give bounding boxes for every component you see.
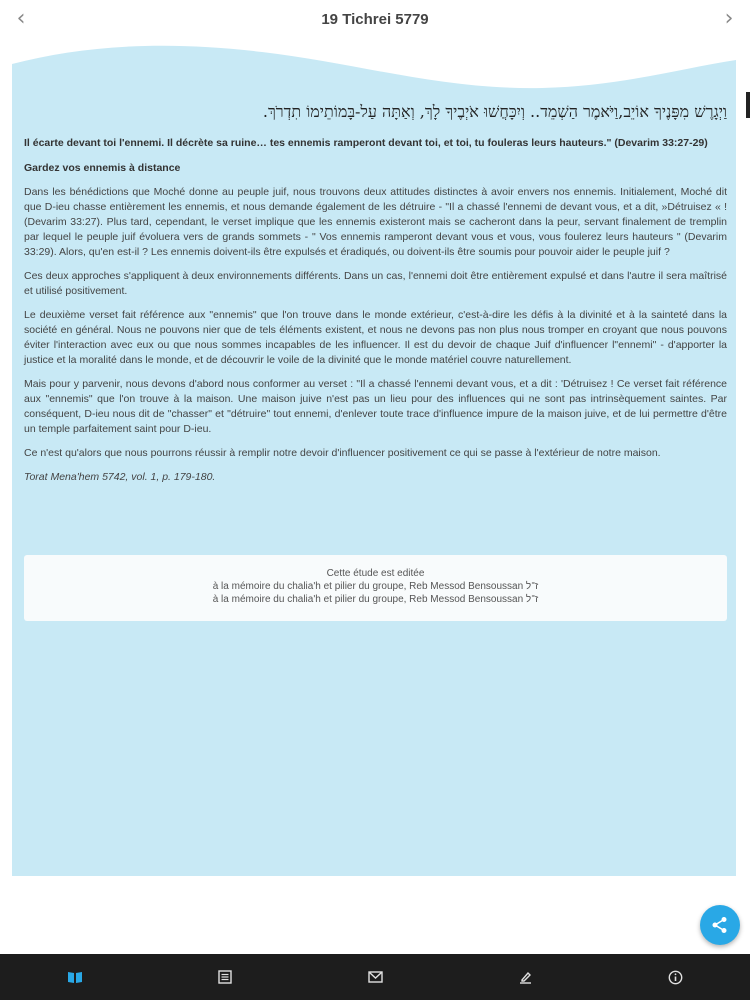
article-paragraph: Dans les bénédictions que Moché donne au peuple juif, nous trouvons deux attitudes distinctes à avoir envers nos ennemis. Initialement, Moché dit que D-ieu chasse entièrement les ennemis, et nous demande également de les détruire - "Il a chassé l'ennemi de devant vous, et a dit, »Détruisez « ! (Devarim 33:27). Plus tard, cependant, le verset implique que les ennemis existeront mais se cacheront dans la peur, servant finalement de tremplin par lequel le peuple juif évoluera vers de grands sommets - " Vos ennemis ramperont devant vous et vous, vous foulerez leurs hauteurs " (Devarim 33:29). Alors, qu'en est-il ? Les ennemis doivent-ils être expulsés et éradiqués, ou doivent-ils être soumis pour pouvoir aider le peuple juif ? bbox=[24, 186, 727, 258]
scroll-edge-indicator bbox=[746, 92, 750, 118]
dedication-box bbox=[24, 555, 727, 621]
dedication-line: à la mémoire du chalia'h et pilier du groupe, Reb Messod Bensoussan ז־ל bbox=[212, 594, 539, 605]
share-button[interactable] bbox=[700, 905, 740, 945]
article-paragraph: Mais pour y parvenir, nous devons d'abord nous conformer au verset : "Il a chassé l'ennemi devant vous, et a dit : 'Détruisez ! Ce verset fait référence aux "ennemis" que l'on trouve à la maison. Une maison juive n'est pas un lieu pour des influences qui ne sont pas intrinsèquement saintes. Par conséquent, D-ieu nous dit de "chasser" et "détruire" tout ennemi, d'enlever toute trace d'influence impure de la maison juive, et de lui permettre d'être un temple parfaitement saint pour D-ieu. bbox=[24, 378, 727, 435]
tab-study[interactable] bbox=[0, 954, 150, 1000]
share-icon bbox=[711, 916, 729, 934]
page-title: 19 Tichrei 5779 bbox=[321, 11, 429, 28]
dedication-line: Cette étude est editée bbox=[326, 568, 425, 579]
source-citation: Torat Mena'hem 5742, vol. 1, p. 179-180. bbox=[24, 471, 216, 483]
section-title: Gardez vos ennemis à distance bbox=[24, 162, 181, 174]
hebrew-verse: וַיְגָרֶשׁ מִפָּנֶיךָ אוֹיֵב,וַיֹּאמֶר הַשְׁמֵד.. וְיִכָּחֲשׁוּ אֹיְבֶיךָ לָךְ, וְאַתָּה עַל-בָּמוֹתֵימוֹ תִדְרֹךְ. bbox=[262, 102, 727, 121]
book-icon bbox=[67, 970, 83, 984]
envelope-icon bbox=[368, 971, 383, 983]
chevron-right-icon[interactable]: › bbox=[724, 6, 734, 31]
article-paragraph: Ce n'est qu'alors que nous pourrons réussir à remplir notre devoir d'influencer positivement ce qui se passe à l'extérieur de notre maison. bbox=[24, 447, 661, 459]
tab-write[interactable] bbox=[450, 954, 600, 1000]
bottom-nav-bar bbox=[0, 954, 750, 1000]
info-icon bbox=[668, 970, 683, 985]
dedication-line: à la mémoire du chalia'h et pilier du groupe, Reb Messod Bensoussan ז־ל bbox=[212, 581, 539, 592]
verse-translation: Il écarte devant toi l'ennemi. Il décrète sa ruine… tes ennemis ramperont devant toi, et toi, tu fouleras leurs hauteurs." (Devarim 33:27-29) bbox=[24, 137, 708, 149]
article-paragraph: Ces deux approches s'appliquent à deux environnements différents. Dans un cas, l'ennemi doit être entièrement expulsé et dans l'autre il sera maîtrisé et utilisé positivement. bbox=[24, 270, 727, 297]
list-icon bbox=[218, 970, 232, 984]
tab-info[interactable] bbox=[600, 954, 750, 1000]
pen-icon bbox=[518, 970, 533, 985]
article-paragraph: Le deuxième verset fait référence aux "ennemis" que l'on trouve dans le monde extérieur, c'est-à-dire les défis à la divinité et à la sainteté dans la société en général. Nous ne pouvons nier que de tels éléments existent, et nous ne devons pas non plus nous tromper en croyant que nous pouvons éviter l'interaction avec eux ou que nous sommes incapables de les influencer. Il est du devoir de chaque Juif d'influencer l"ennemi" - d'apporter la justice et la moralité dans le monde, et de découvrir le voile de la divinité que le monde matériel couvre naturellement. bbox=[24, 309, 727, 366]
tab-messages[interactable] bbox=[300, 954, 450, 1000]
article bbox=[24, 100, 727, 485]
chevron-left-icon[interactable]: ‹ bbox=[16, 6, 26, 31]
tab-list[interactable] bbox=[150, 954, 300, 1000]
